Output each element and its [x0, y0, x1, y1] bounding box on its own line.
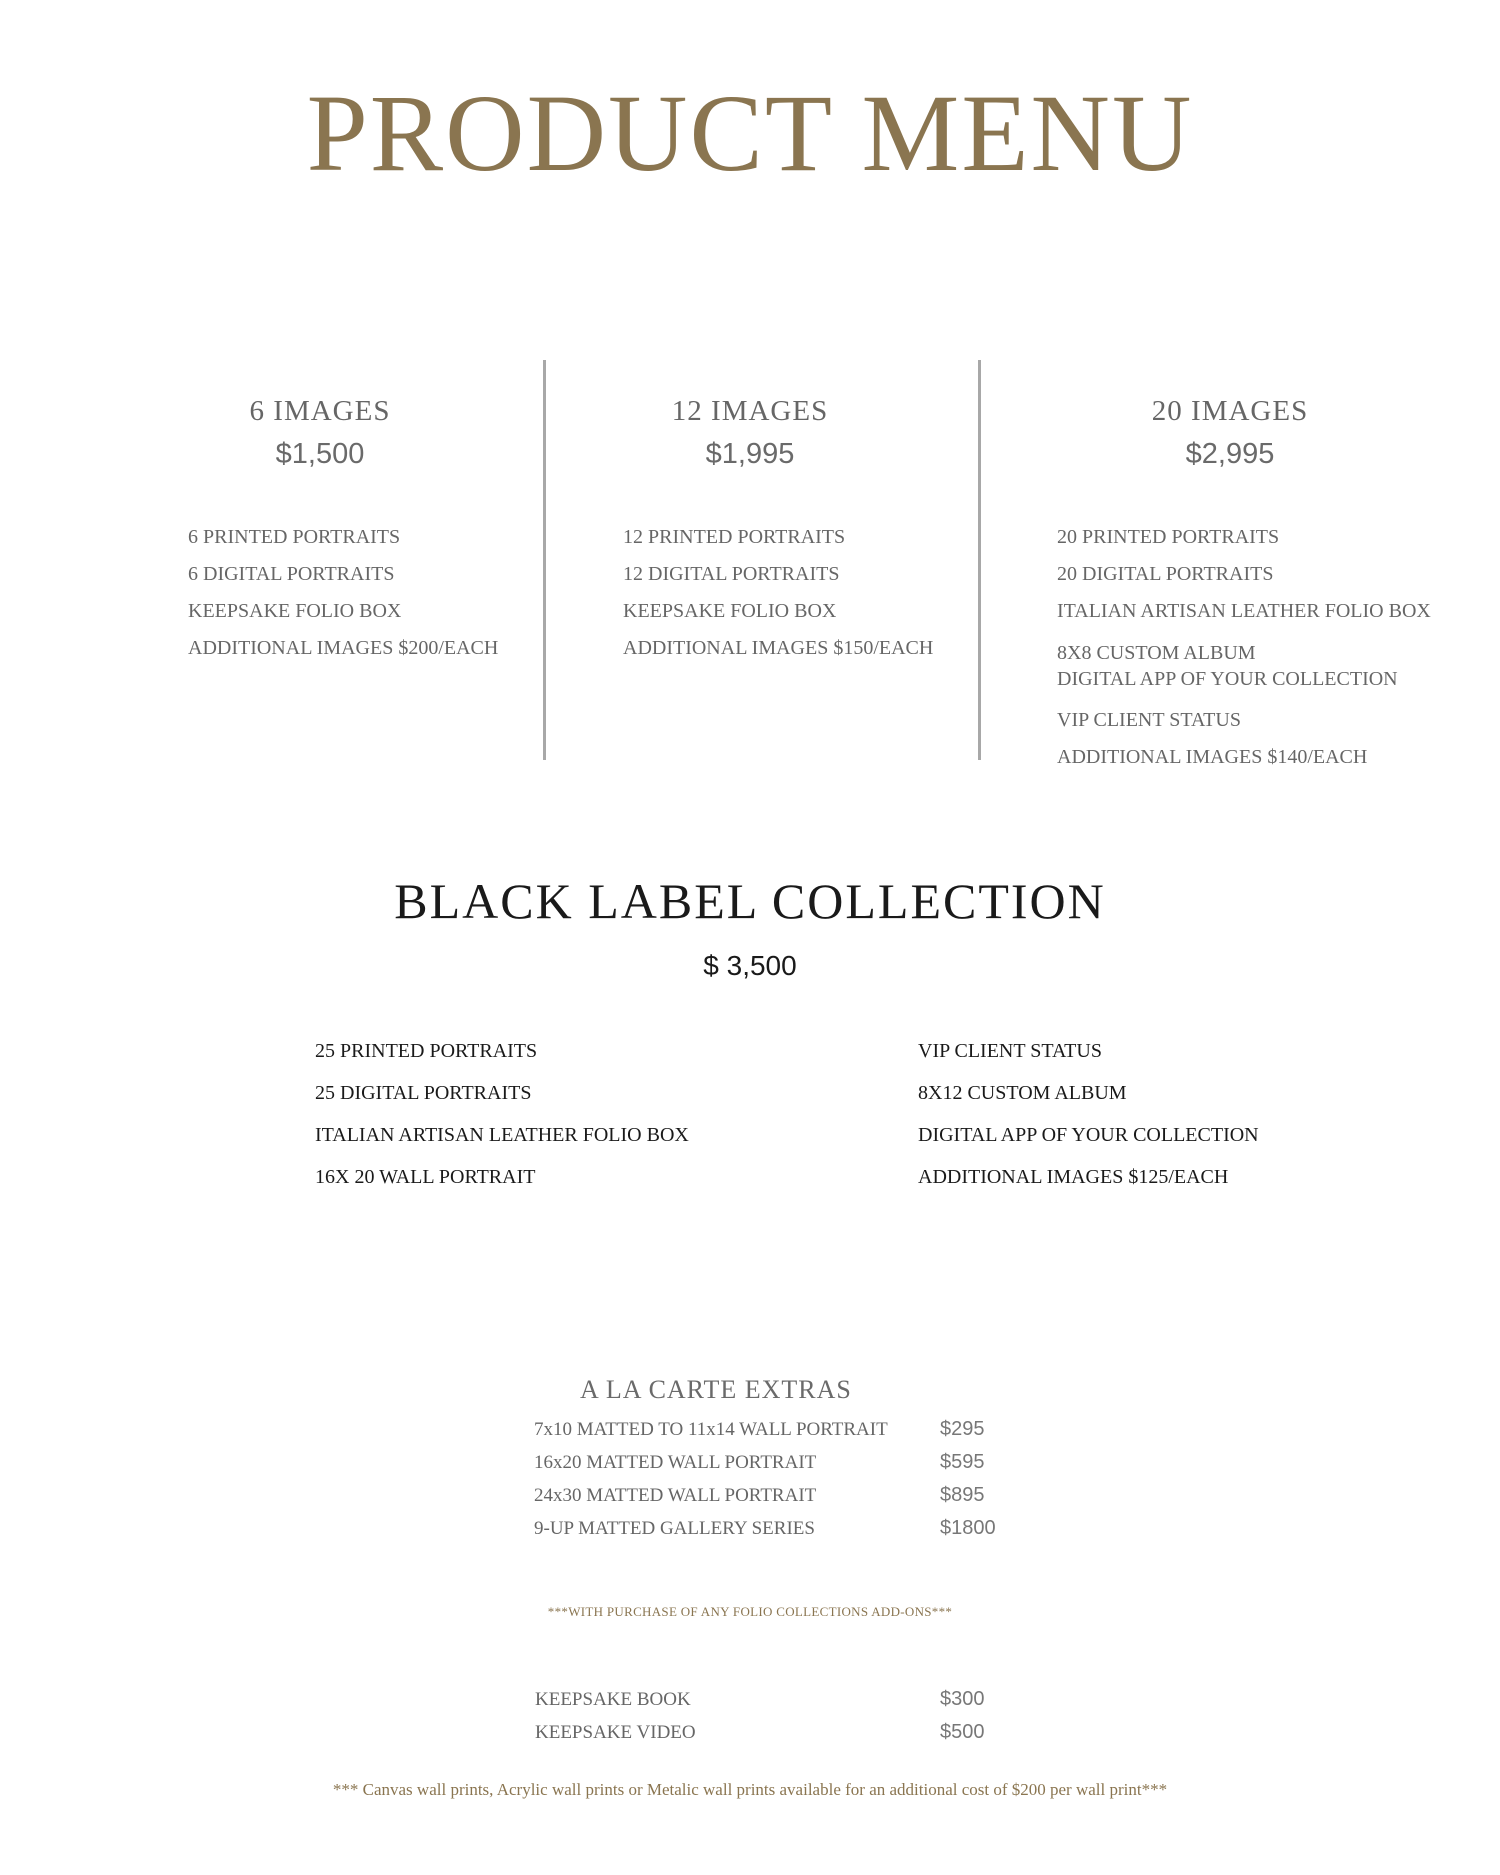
black-label-item: 25 DIGITAL PORTRAITS — [315, 1082, 532, 1104]
black-label-price: $ 3,500 — [703, 950, 797, 981]
folio-addons-note: ***WITH PURCHASE OF ANY FOLIO COLLECTIONS ADD-ONS*** — [547, 1604, 953, 1619]
a-la-carte-item-name: 16x20 MATTED WALL PORTRAIT — [534, 1451, 817, 1473]
a-la-carte-row — [534, 1446, 1004, 1479]
footer-note: *** Canvas wall prints, Acrylic wall prints or Metalic wall prints available for an additional cost of $200 per wall print*** — [332, 1780, 1168, 1799]
addon-row — [535, 1683, 1004, 1716]
page-title: PRODUCT MENU — [306, 72, 1194, 194]
a-la-carte-item-name: 7x10 MATTED TO 11x14 WALL PORTRAIT — [534, 1418, 888, 1440]
package-price: $1,500 — [275, 438, 365, 470]
package-item: 8X8 CUSTOM ALBUM DIGITAL APP OF YOUR COLLECTION — [1057, 642, 1398, 690]
black-label-item: 16X 20 WALL PORTRAIT — [315, 1166, 536, 1188]
addon-row — [535, 1716, 1004, 1749]
black-label-item: ADDITIONAL IMAGES $125/EACH — [918, 1166, 1229, 1188]
black-label-item: ITALIAN ARTISAN LEATHER FOLIO BOX — [315, 1124, 689, 1146]
black-label-item: 25 PRINTED PORTRAITS — [315, 1040, 538, 1062]
a-la-carte-item-name: 24x30 MATTED WALL PORTRAIT — [534, 1484, 817, 1506]
package-item: VIP CLIENT STATUS — [1057, 709, 1241, 731]
package-price: $2,995 — [1185, 438, 1275, 470]
a-la-carte-row — [534, 1512, 1004, 1545]
a-la-carte-item-price: $295 — [940, 1418, 985, 1440]
package-price: $1,995 — [705, 438, 795, 470]
package-12-images — [585, 395, 934, 667]
a-la-carte-item-price: $1800 — [940, 1517, 996, 1539]
a-la-carte-title: A LA CARTE EXTRAS — [580, 1375, 852, 1404]
package-item: ADDITIONAL IMAGES $200/EACH — [188, 637, 499, 659]
package-item: KEEPSAKE FOLIO BOX — [623, 600, 837, 622]
package-items — [585, 519, 934, 667]
a-la-carte-list — [534, 1413, 1004, 1545]
package-item: 12 PRINTED PORTRAITS — [623, 526, 846, 548]
package-item: 6 PRINTED PORTRAITS — [188, 526, 401, 548]
package-items — [150, 519, 499, 667]
package-item: KEEPSAKE FOLIO BOX — [188, 600, 402, 622]
a-la-carte-item-name: 9-UP MATTED GALLERY SERIES — [534, 1517, 815, 1539]
a-la-carte-row — [534, 1413, 1004, 1446]
column-divider — [543, 360, 546, 760]
package-name: 12 IMAGES — [671, 395, 829, 427]
package-name: 20 IMAGES — [1151, 395, 1309, 427]
addon-list — [535, 1683, 1004, 1749]
package-item: 20 DIGITAL PORTRAITS — [1057, 563, 1274, 585]
package-items — [1020, 519, 1440, 776]
package-item: ITALIAN ARTISAN LEATHER FOLIO BOX — [1057, 600, 1431, 622]
package-6-images — [150, 395, 499, 667]
black-label-items-left — [315, 1030, 689, 1198]
package-20-images — [1020, 395, 1440, 776]
a-la-carte-item-price: $595 — [940, 1451, 985, 1473]
package-item: ADDITIONAL IMAGES $140/EACH — [1057, 746, 1368, 768]
black-label-item: VIP CLIENT STATUS — [918, 1040, 1102, 1062]
a-la-carte-item-price: $895 — [940, 1484, 985, 1506]
black-label-items-right — [918, 1030, 1259, 1198]
package-item: 20 PRINTED PORTRAITS — [1057, 526, 1280, 548]
addon-price: $500 — [940, 1721, 985, 1743]
column-divider — [978, 360, 981, 760]
addon-name: KEEPSAKE BOOK — [535, 1688, 691, 1710]
package-item: 12 DIGITAL PORTRAITS — [623, 563, 840, 585]
black-label-title: BLACK LABEL COLLECTION — [394, 873, 1106, 929]
a-la-carte-row — [534, 1479, 1004, 1512]
package-item: ADDITIONAL IMAGES $150/EACH — [623, 637, 934, 659]
black-label-item: DIGITAL APP OF YOUR COLLECTION — [918, 1124, 1259, 1146]
addon-price: $300 — [940, 1688, 985, 1710]
black-label-item: 8X12 CUSTOM ALBUM — [918, 1082, 1127, 1104]
package-name: 6 IMAGES — [249, 395, 391, 427]
package-item: 6 DIGITAL PORTRAITS — [188, 563, 395, 585]
addon-name: KEEPSAKE VIDEO — [535, 1721, 696, 1743]
